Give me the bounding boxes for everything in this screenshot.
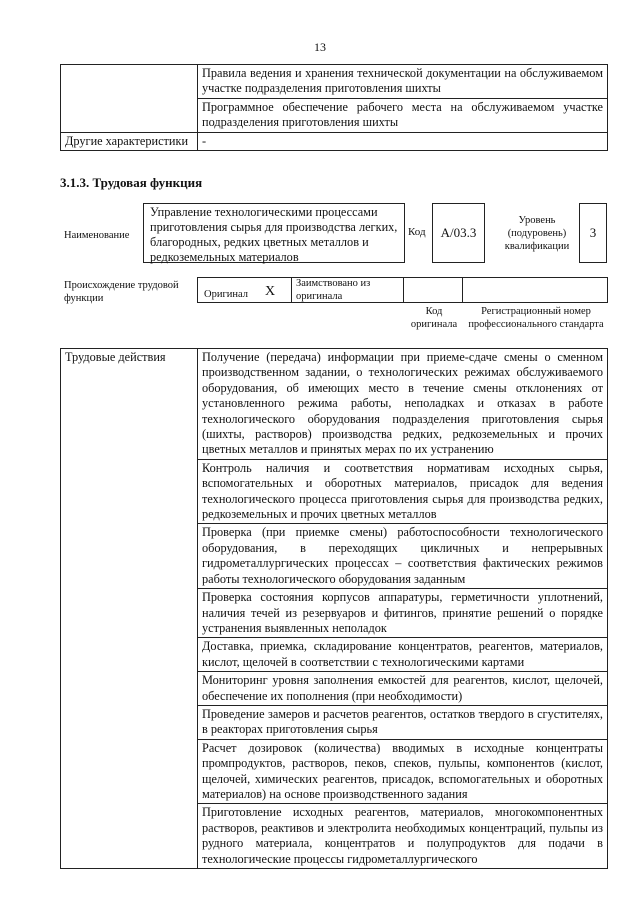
section-title: 3.1.3. Трудовая функция [60,175,203,190]
origin-original-mark: X [265,284,276,299]
labor-action-item: Проведение замеров и расчетов реагентов, остатков твердого в сгустителях, в реакторах приготовления сырья [198,705,608,739]
code-label: Код [408,226,426,238]
table-row [61,132,608,150]
origin-code-label: Код оригинала [410,306,458,330]
top-table [60,64,608,151]
level-value: 3 [579,203,607,263]
labor-actions-label: Трудовые действия [61,349,198,869]
code-value: A/03.3 [432,203,485,263]
origin-option-borrowed: Заимствовано из оригинала [296,278,371,302]
table-cell: Программное обеспечение рабочего места на обслуживаемом участке подразделения приготовления шихты [198,98,608,132]
name-label: Наименование [64,230,130,241]
labor-actions-table [60,348,608,869]
origin-label: Происхождение трудовой функции [64,280,179,304]
other-characteristics-label: Другие характеристики [61,132,198,150]
origin-reg-cell [462,277,608,303]
labor-action-item: Проверка (при приемке смены) работоспособности технологического оборудования, в переходящих цикличных и непрерывных гидрометаллургических процессах – соответствия фактических режимов работы технологического оборудования заданным [198,524,608,589]
labor-action-item: Расчет дозировок (количества) вводимых в исходные концентраты промпродуктов, растворов, пеков, спеков, пульпы, компонентов (кислот, щелочей, химических реагентов, присадок, вспомогательных и оборотных материалов) на основе производственного задания [198,739,608,804]
other-characteristics-value: - [198,132,608,150]
labor-action-item: Мониторинг уровня заполнения емкостей для реагентов, кислот, щелочей, обеспечение их пополнения (при необходимости) [198,672,608,706]
name-value: Управление технологическими процессами приготовления сырья для производства легких, благородных, редких цветных металлов и редкоземельных материалов [143,203,405,263]
labor-action-item: Доставка, приемка, складирование концентратов, реагентов, материалов, кислот, щелочей в соответствии с технологическими картами [198,638,608,672]
level-label: Уровень (подуровень) квалификации [504,215,570,252]
table-row [61,349,608,460]
table-cell-empty [61,65,198,133]
labor-action-item: Получение (передача) информации при приеме-сдаче смены о сменном производственном задании, о технологических режимах обслуживаемого оборудования, об имеющих место в течение смены отклонениях от установленного режима работы, неполадках и отказах в работе технологического оборудования подразделения приготовления сырья (шихты, растворов) производства редких, редкоземельных и прочих цветных металлов и принятых мерах по их устранению [198,349,608,460]
table-row [61,65,608,99]
page-number: 13 [314,40,326,54]
labor-action-item: Приготовление исходных реагентов, материалов, многокомпонентных растворов, реактивов и электролита необходимых концентраций, пульпы из рудного материала, концентратов и полупродуктов для подачи в технологические процессы гидрометаллургического [198,804,608,869]
origin-code-cell [403,277,463,303]
labor-action-item: Проверка состояния корпусов аппаратуры, герметичности уплотнений, наличия течей из резервуаров и фитингов, принятие решений о порядке устранения выявленных неполадок [198,589,608,638]
origin-reg-label: Регистрационный номер профессионального стандарта [468,306,604,330]
table-cell: Правила ведения и хранения технической документации на обслуживаемом участке подразделения приготовления шихты [198,65,608,99]
labor-action-item: Контроль наличия и соответствия нормативам исходных сырья, вспомогательных и оборотных материалов, присадок для ведения технологического процесса приготовления сырья для производства редких, редкоземельных и прочих цветных металлов [198,459,608,524]
origin-option-original: Оригинал [204,289,248,300]
